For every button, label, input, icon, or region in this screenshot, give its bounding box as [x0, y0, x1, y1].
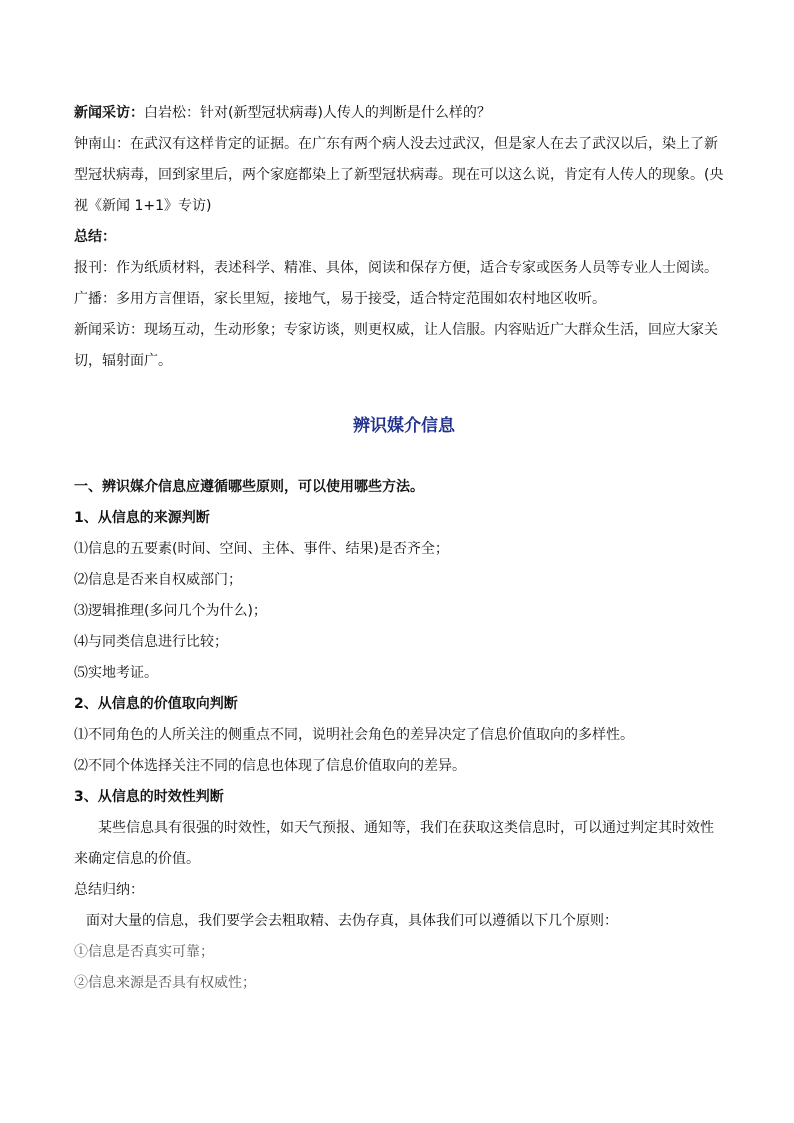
summary-interview-line-2: 切，辐射面广。	[74, 353, 172, 369]
summary-label: 总结：	[74, 229, 116, 245]
value-item-1: ⑴不同角色的人所关注的侧重点不同，说明社会角色的差异决定了信息价值取向的多样性。	[74, 727, 634, 743]
principle-1: ①信息是否真实可靠；	[74, 944, 214, 960]
conclusion-label: 总结归纳：	[74, 882, 144, 898]
source-item-1: ⑴信息的五要素(时间、空间、主体、事件、结果)是否齐全；	[74, 541, 449, 557]
subheading-value: 2、从信息的价值取向判断	[74, 696, 238, 712]
source-item-5: ⑸实地考证。	[74, 665, 158, 681]
subheading-timeliness: 3、从信息的时效性判断	[74, 789, 224, 805]
source-item-2: ⑵信息是否来自权威部门；	[74, 572, 242, 588]
subheading-source: 1、从信息的来源判断	[74, 510, 210, 526]
section-question-1: 一、辨识媒介信息应遵循哪些原则，可以使用哪些方法。	[74, 479, 424, 495]
interview-answer-line-1: 钟南山：在武汉有这样肯定的证据。在广东有两个病人没去过武汉，但是家人在去了武汉以后，染上了新	[74, 136, 718, 152]
timeliness-para-line-1: 某些信息具有很强的时效性，如天气预报、通知等，我们在获取这类信息时，可以通过判定其时效性	[98, 820, 714, 836]
summary-interview-line-1: 新闻采访：现场互动，生动形象；专家访谈，则更权威，让人信服。内容贴近广大群众生活，回应大家关	[74, 322, 718, 338]
source-item-3: ⑶逻辑推理(多问几个为什么)；	[74, 603, 267, 619]
interview-answer-line-2: 型冠状病毒，回到家里后，两个家庭都染上了新型冠状病毒。现在可以这么说，肯定有人传人的现象。(央	[74, 167, 724, 183]
timeliness-para-line-2: 来确定信息的价值。	[74, 851, 200, 867]
interview-question-text: 白岩松：针对(新型冠状病毒)人传人的判断是什么样的？	[144, 105, 491, 121]
interview-answer-line-3: 视《新闻 1+1》专访)	[74, 198, 212, 214]
interview-question	[74, 98, 734, 129]
interview-label: 新闻采访：	[74, 105, 144, 121]
section-title: 辨识媒介信息	[353, 416, 455, 436]
conclusion-text: 面对大量的信息，我们要学会去粗取精、去伪存真，具体我们可以遵循以下几个原则：	[86, 913, 618, 929]
summary-broadcast: 广播：多用方言俚语，家长里短，接地气，易于接受，适合特定范围如农村地区收听。	[74, 291, 606, 307]
source-item-4: ⑷与同类信息进行比较；	[74, 634, 228, 650]
summary-newspaper: 报刊：作为纸质材料，表述科学、精准、具体，阅读和保存方便，适合专家或医务人员等专业人士阅读。	[74, 260, 718, 276]
document-page	[74, 98, 734, 999]
principle-2: ②信息来源是否具有权威性；	[74, 975, 256, 991]
value-item-2: ⑵不同个体选择关注不同的信息也体现了信息价值取向的差异。	[74, 758, 466, 774]
